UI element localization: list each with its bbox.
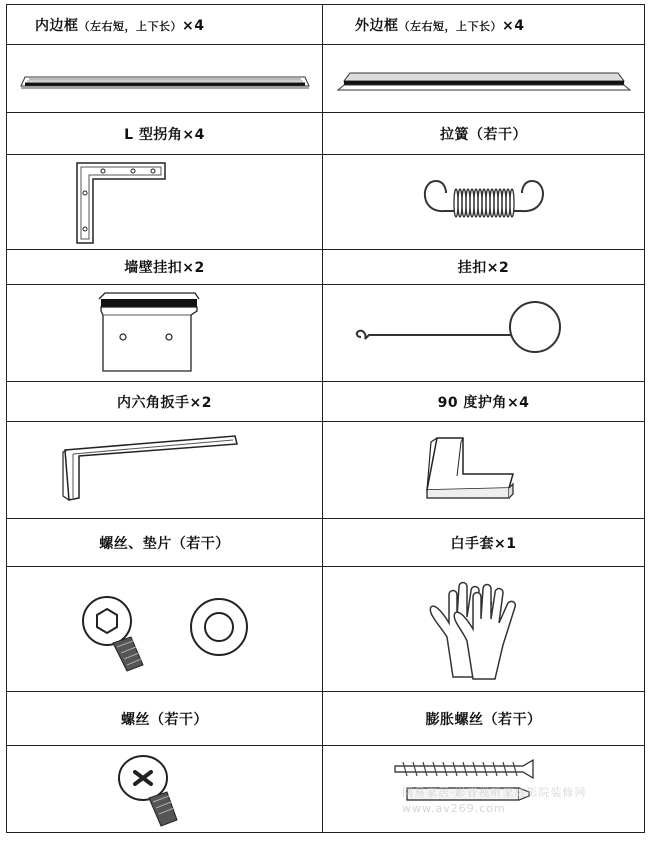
label-screw: 螺丝（若干） bbox=[7, 692, 323, 746]
wall-hook-icon bbox=[7, 285, 323, 377]
label-l-corner: L 型拐角×4 bbox=[7, 113, 323, 155]
outer-frame-icon bbox=[334, 59, 634, 99]
expansion-screw-icon bbox=[323, 746, 645, 828]
image-row-5 bbox=[7, 567, 645, 692]
screw-washer-cell bbox=[7, 567, 323, 692]
screw-cell bbox=[7, 746, 323, 833]
label-wall-hook: 墙壁挂扣×2 bbox=[7, 250, 323, 285]
label-hook: 挂扣×2 bbox=[323, 250, 645, 285]
label-expansion-screw: 膨胀螺丝（若干） bbox=[323, 692, 645, 746]
image-row-6 bbox=[7, 746, 645, 833]
label-glove: 白手套×1 bbox=[323, 519, 645, 567]
wall-hook-cell bbox=[7, 285, 323, 382]
l-corner-cell bbox=[7, 155, 323, 250]
spring-icon bbox=[414, 167, 554, 237]
screw-washer-icon bbox=[7, 567, 323, 687]
image-row-3 bbox=[7, 285, 645, 382]
outer-frame-cell bbox=[323, 45, 645, 113]
glove-cell bbox=[323, 567, 645, 692]
label-row-6 bbox=[7, 692, 645, 746]
expansion-screw-cell bbox=[323, 746, 645, 833]
inner-frame-cell bbox=[7, 45, 323, 113]
screw-icon bbox=[7, 746, 323, 828]
parts-table bbox=[6, 4, 645, 833]
spring-cell bbox=[323, 155, 645, 250]
corner-guard-icon bbox=[323, 422, 645, 514]
hex-key-cell bbox=[7, 422, 323, 519]
label-row-4 bbox=[7, 382, 645, 422]
hook-icon bbox=[323, 285, 645, 377]
label-row-2 bbox=[7, 113, 645, 155]
corner-guard-cell bbox=[323, 422, 645, 519]
label-screw-washer: 螺丝、垫片（若干） bbox=[7, 519, 323, 567]
hex-key-icon bbox=[7, 422, 323, 514]
hook-cell bbox=[323, 285, 645, 382]
watermark: 网易家居·影音视听家庭影院装修网 www.av269.com bbox=[402, 786, 587, 815]
label-row-3 bbox=[7, 250, 645, 285]
label-outer-frame: 外边框（左右短，上下长）×4 bbox=[323, 5, 645, 45]
image-row-4 bbox=[7, 422, 645, 519]
label-corner-guard: 90 度护角×4 bbox=[323, 382, 645, 422]
glove-icon bbox=[323, 567, 645, 687]
label-spring: 拉簧（若干） bbox=[323, 113, 645, 155]
label-row-1 bbox=[7, 5, 645, 45]
image-row-1 bbox=[7, 45, 645, 113]
label-inner-frame: 内边框（左右短，上下长）×4 bbox=[7, 5, 323, 45]
inner-frame-icon bbox=[15, 59, 315, 99]
label-hex-key: 内六角扳手×2 bbox=[7, 382, 323, 422]
l-corner-icon bbox=[7, 155, 323, 245]
image-row-2 bbox=[7, 155, 645, 250]
label-row-5 bbox=[7, 519, 645, 567]
